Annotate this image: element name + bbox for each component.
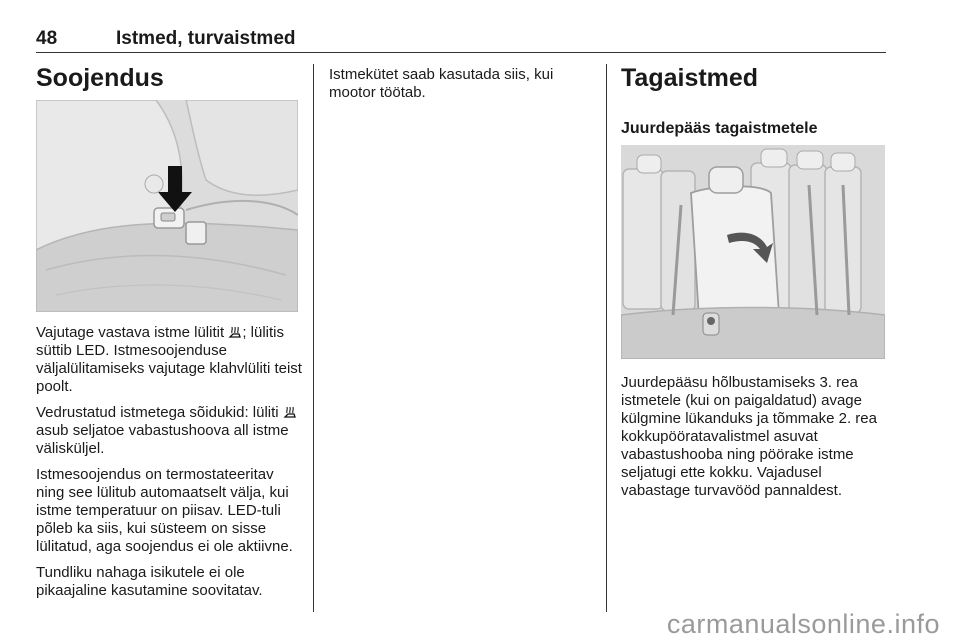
paragraph-2: Vedrustatud istmetega sõidukid: lüliti asub seljatoe vabastushoova all istme välisküljel.	[36, 404, 304, 458]
seat-heat-icon	[228, 325, 242, 339]
section-heading-tagaistmed: Tagaistmed	[621, 64, 759, 92]
seat-heat-icon	[283, 405, 297, 419]
middle-paragraph-1: Istmekütet saab kasutada siis, kui mootor töötab.	[329, 66, 554, 101]
rear-seat-access-illustration	[621, 145, 885, 359]
left-column-text	[36, 324, 304, 608]
paragraph-3: Istmesoojendus on termostateeritav ning see lülitub automaatselt välja, kui istme temperatuur on piisav. LED-tuli põleb ka siis, kui süsteem on sisse lülitatud, aga soojendus ei ole aktiivne.	[36, 466, 293, 555]
right-column	[621, 64, 886, 93]
column-divider-1	[313, 64, 314, 612]
page-number: 48	[36, 28, 58, 49]
paragraph-1: Vajutage vastava istme lülitit ; lülitis süttib LED. Istmesoojenduse väljalülitamiseks vajutage klahvlüliti teist poolt.	[36, 324, 302, 395]
right-column-text	[621, 374, 889, 508]
running-title: Istmed, turvaistmed	[116, 28, 296, 49]
left-column	[36, 64, 301, 93]
section-heading-soojendus: Soojendus	[36, 64, 164, 92]
subheading-juurdepaas: Juurdepääs tagaistmetele	[621, 120, 818, 137]
middle-column	[329, 66, 594, 110]
watermark: carmanualsonline.info	[666, 609, 940, 639]
seat-heating-switch-illustration	[36, 100, 298, 312]
right-paragraph-1: Juurdepääsu hõlbustamiseks 3. rea istmetele (kui on paigaldatud) avage külgmine lükanduks ja tõmmake 2. rea kokkupööratavalistmel asuvat vabastushooba ning pöörake istme seljatugi ette kokku. Vajadusel vabastage turvavööd pannaldest.	[621, 374, 877, 499]
column-divider-2	[606, 64, 607, 612]
page-header	[36, 28, 886, 53]
paragraph-4: Tundliku nahaga isikutele ei ole pikaajaline kasutamine soovitatav.	[36, 564, 263, 599]
right-subheading-wrap	[621, 120, 886, 138]
